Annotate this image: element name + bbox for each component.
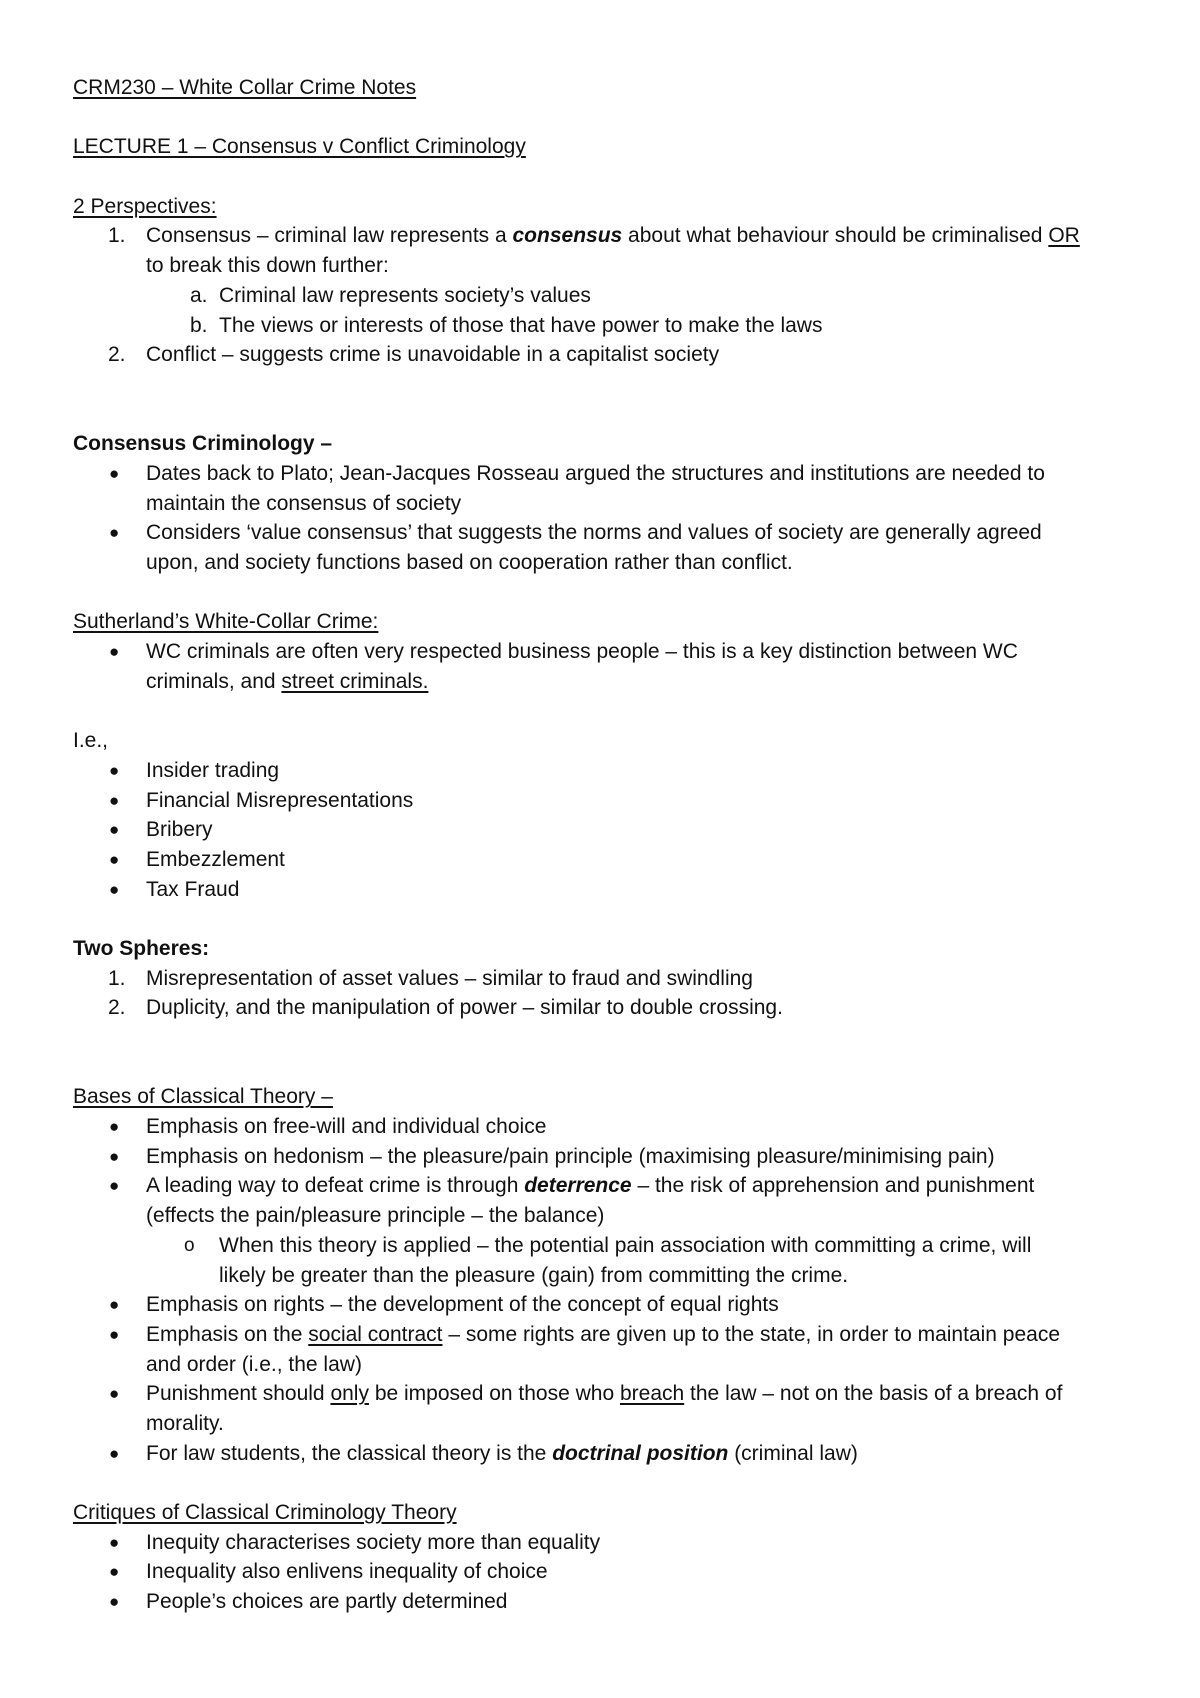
bullet-icon: ● — [109, 523, 120, 543]
bullet-item: ● Bribery — [73, 815, 1133, 845]
list-letter: b. — [190, 313, 208, 337]
bullet-continuation: maintain the consensus of society — [146, 491, 462, 515]
bullet-item: ● Emphasis on free-will and individual choice — [73, 1112, 1133, 1142]
bullet-continuation: (effects the pain/pleasure principle – the balance) — [146, 1204, 605, 1228]
critiques-heading: Critiques of Classical Criminology Theory — [73, 1501, 457, 1524]
bullet-continuation: criminals, and street criminals. — [146, 669, 429, 693]
bullet-item: ● Inequality also enlivens inequality of choice — [73, 1557, 1133, 1587]
bullet-continuation: and order (i.e., the law) — [146, 1352, 362, 1376]
bullet-icon: ● — [109, 1443, 120, 1463]
bullet-item: ● Emphasis on hedonism – the pleasure/pain principle (maximising pleasure/minimising pain) — [73, 1142, 1133, 1172]
bullet-icon: ● — [109, 1117, 120, 1137]
list-letter: a. — [190, 283, 208, 307]
perspectives-heading: 2 Perspectives: — [73, 194, 217, 218]
bullet-item: ● Emphasis on rights – the development of the concept of equal rights — [73, 1290, 1133, 1320]
bullet-icon: ● — [109, 1146, 120, 1166]
classical-heading: Bases of Classical Theory – — [73, 1085, 333, 1109]
list-number: 2. — [108, 996, 126, 1020]
bullet-item: ● Inequity characterises society more than equality — [73, 1528, 1133, 1558]
bullet-icon: ● — [109, 1384, 120, 1404]
list-item: 2. Conflict – suggests crime is unavoidable in a capitalist society — [73, 340, 1133, 370]
bullet-icon: ● — [109, 879, 120, 899]
list-item: 1. Consensus – criminal law represents a consensus about what behaviour should be criminalised OR — [73, 221, 1133, 251]
bullet-icon: ● — [109, 1324, 120, 1344]
sub-list-item: b. The views or interests of those that have power to make the laws — [73, 311, 1133, 341]
bullet-item: ● Punishment should only be imposed on those who breach the law – not on the basis of a breach of — [73, 1379, 1133, 1409]
document-page — [73, 73, 1133, 1617]
bullet-item: ● A leading way to defeat crime is through deterrence – the risk of apprehension and punishment — [73, 1171, 1133, 1201]
bullet-item: ● Emphasis on the social contract – some rights are given up to the state, in order to maintain peace — [73, 1320, 1133, 1350]
bullet-item: ● Dates back to Plato; Jean-Jacques Rosseau argued the structures and institutions are needed to — [73, 459, 1133, 489]
bullet-continuation: morality. — [146, 1411, 224, 1435]
bullet-icon: ● — [109, 790, 120, 810]
consensus-heading: Consensus Criminology – — [73, 432, 333, 456]
bullet-icon: ● — [109, 1532, 120, 1552]
sub-bullet-item: o When this theory is applied – the potential pain association with committing a crime, will — [73, 1231, 1133, 1261]
list-item-continuation: to break this down further: — [146, 254, 389, 278]
list-number: 1. — [108, 966, 126, 990]
bullet-item: ● Embezzlement — [73, 845, 1133, 875]
bullet-icon: ● — [109, 463, 120, 483]
sub-list-item: a. Criminal law represents society’s values — [73, 281, 1133, 311]
bullet-continuation: upon, and society functions based on cooperation rather than conflict. — [146, 551, 793, 574]
document-title: CRM230 – White Collar Crime Notes — [73, 76, 417, 99]
bullet-icon: ● — [109, 1295, 120, 1315]
bullet-item: ● People’s choices are partly determined — [73, 1587, 1133, 1617]
bullet-item: ● Considers ‘value consensus’ that suggests the norms and values of society are generally agreed — [73, 518, 1133, 548]
spheres-heading: Two Spheres: — [73, 936, 210, 960]
bullet-item: ● Tax Fraud — [73, 875, 1133, 905]
list-item: 1. Misrepresentation of asset values – similar to fraud and swindling — [73, 964, 1133, 994]
bullet-item: ● Financial Misrepresentations — [73, 786, 1133, 816]
bullet-icon: ● — [109, 760, 120, 780]
bullet-icon: ● — [109, 1176, 120, 1196]
bullet-icon: ● — [109, 1562, 120, 1582]
circle-bullet-icon: o — [184, 1234, 195, 1256]
sutherland-heading: Sutherland’s White-Collar Crime: — [73, 610, 379, 634]
bullet-icon: ● — [109, 820, 120, 840]
bullet-icon: ● — [109, 849, 120, 869]
list-number: 1. — [108, 224, 126, 248]
lecture-heading: LECTURE 1 – Consensus v Conflict Criminology — [73, 135, 526, 159]
bullet-icon: ● — [109, 642, 120, 662]
bullet-item: ● For law students, the classical theory is the doctrinal position (criminal law) — [73, 1439, 1133, 1469]
bullet-icon: ● — [109, 1592, 120, 1612]
bullet-item: ● Insider trading — [73, 756, 1133, 786]
list-number: 2. — [108, 343, 126, 367]
list-item: 2. Duplicity, and the manipulation of power – similar to double crossing. — [73, 993, 1133, 1023]
ie-heading: I.e., — [73, 729, 109, 753]
bullet-item: ● WC criminals are often very respected business people – this is a key distinction between WC — [73, 637, 1133, 667]
sub-bullet-continuation: likely be greater than the pleasure (gain) from committing the crime. — [219, 1263, 849, 1287]
